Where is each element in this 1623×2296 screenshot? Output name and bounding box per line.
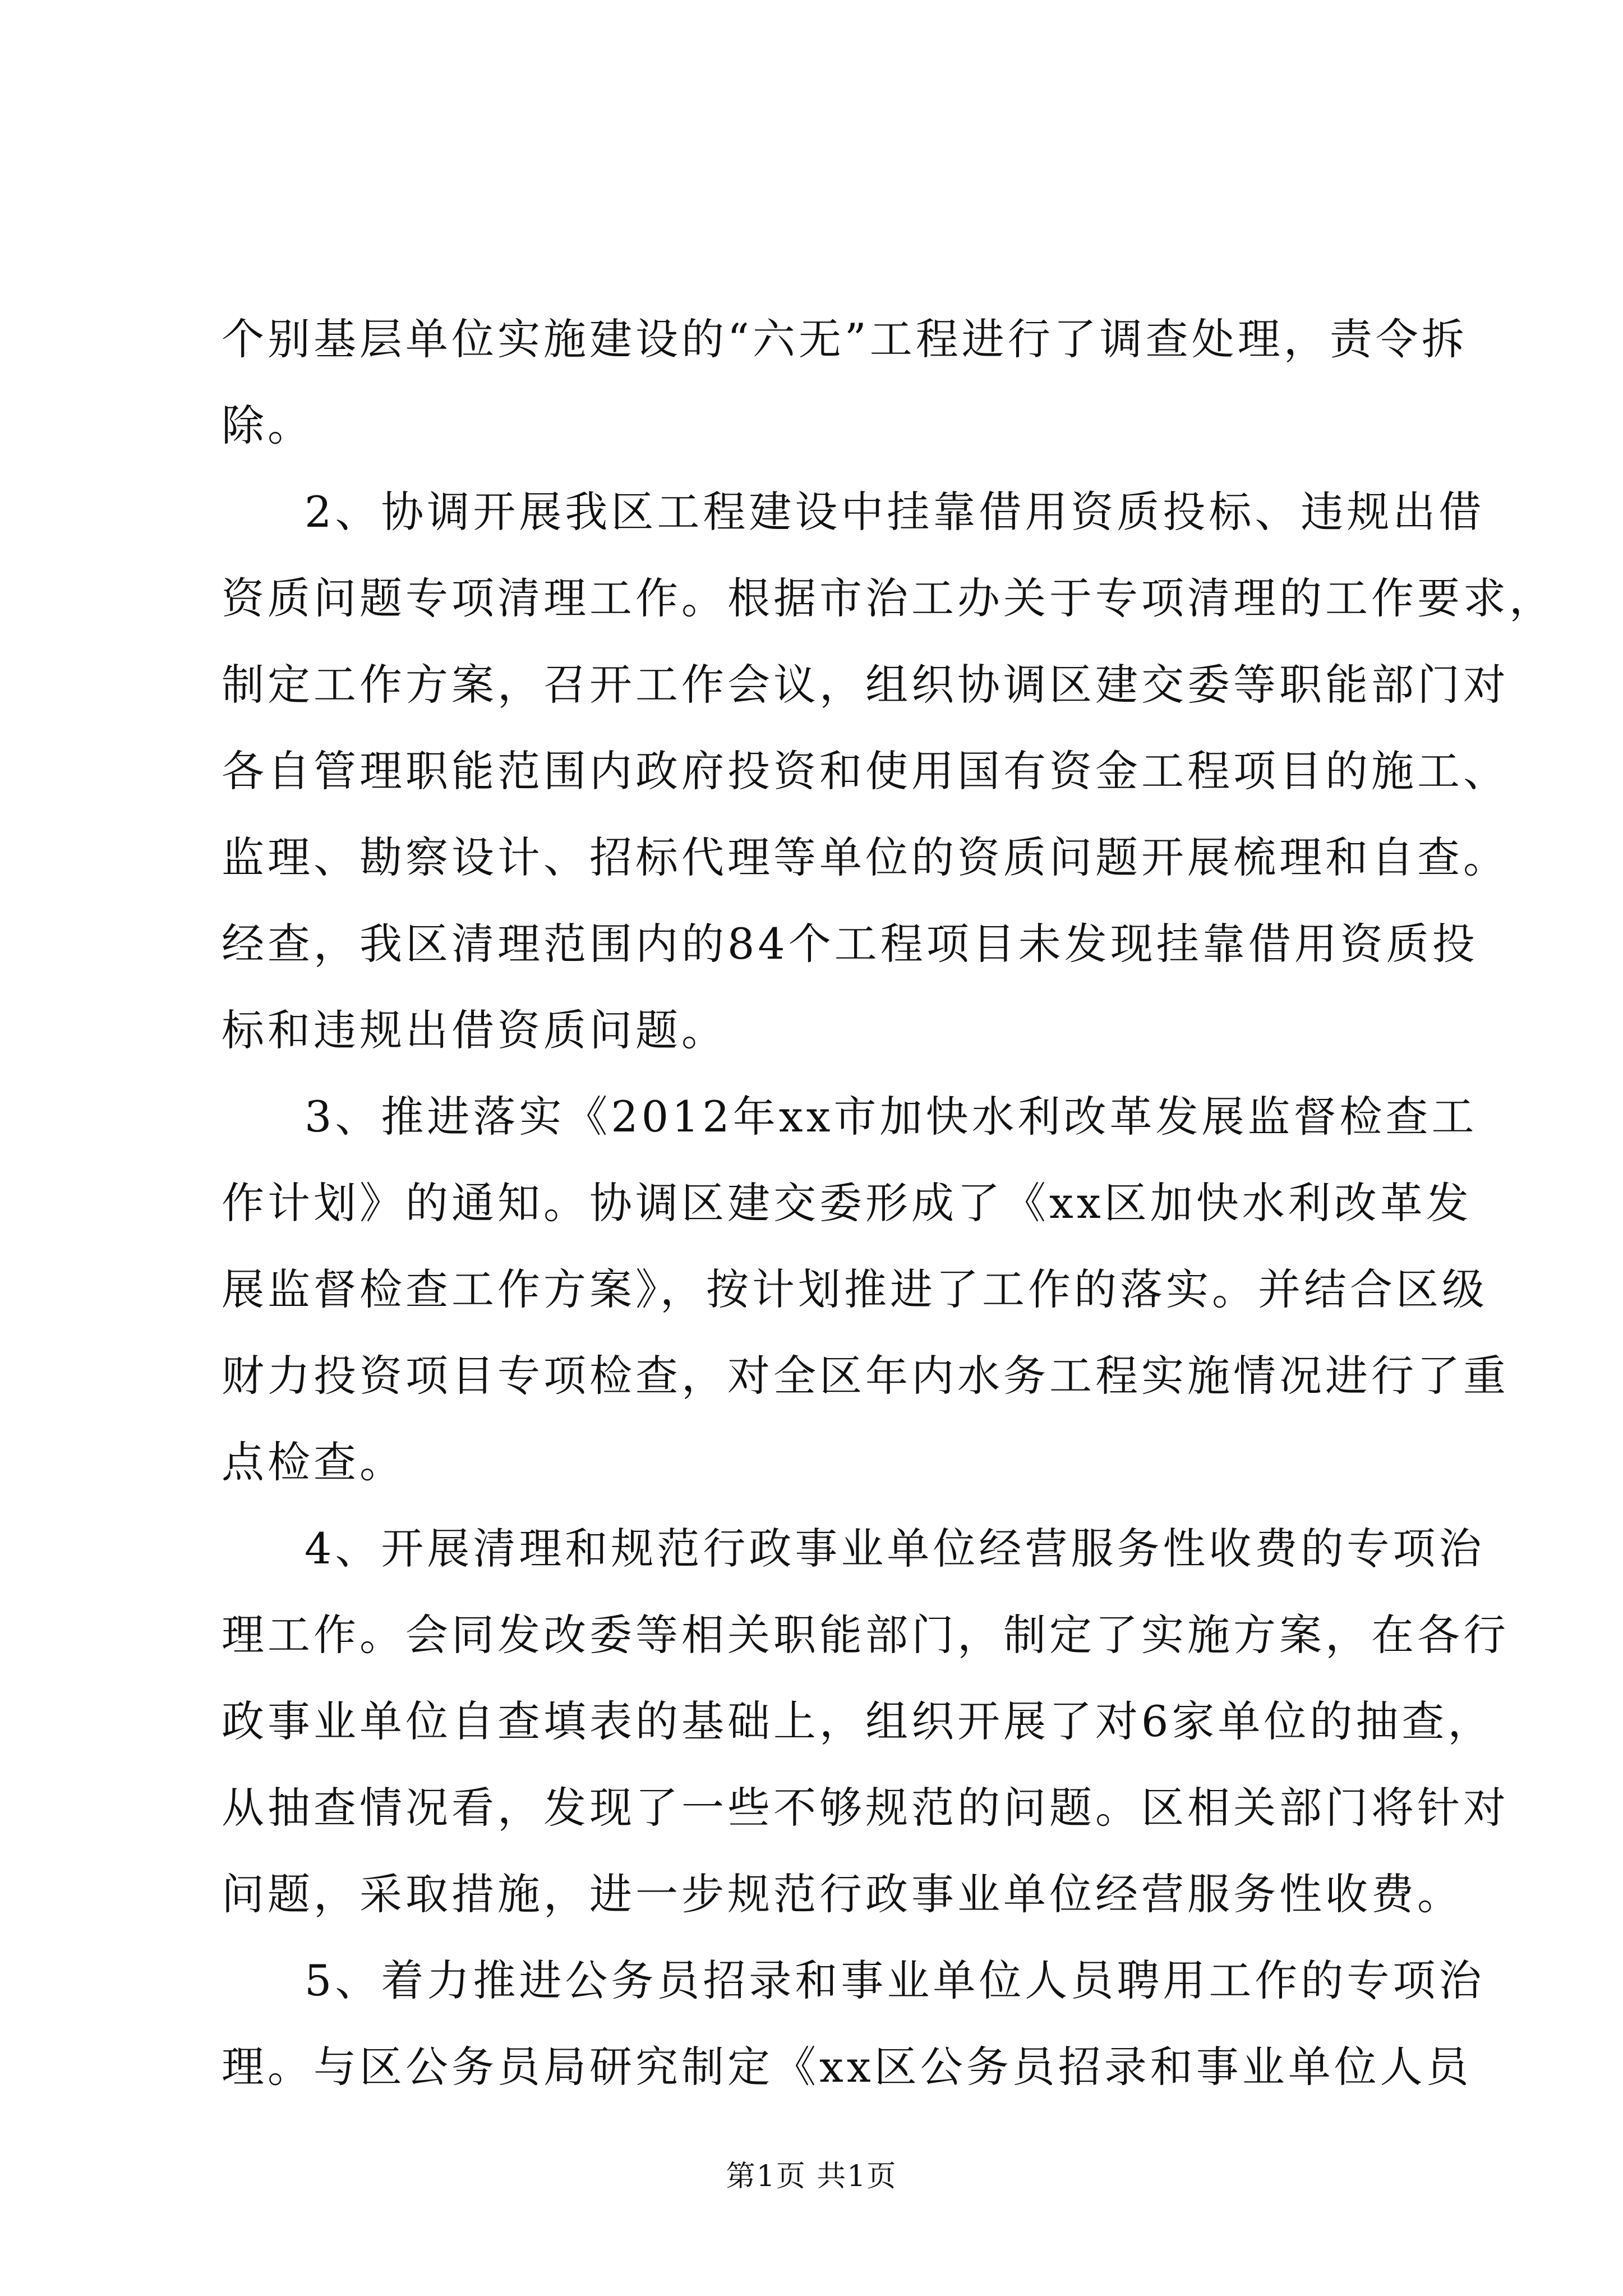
text-line: 理。与区公务员局研究制定《xx区公务员招录和事业单位人员 xyxy=(222,2042,1472,2092)
text-line: 资质问题专项清理工作。根据市治工办关于专项清理的工作要求， xyxy=(222,573,1555,623)
text-line: 除。 xyxy=(222,401,313,450)
text-line: 监理、勘察设计、招标代理等单位的资质问题开展梳理和自查。 xyxy=(222,832,1509,882)
text-line: 理工作。会同发改委等相关职能部门，制定了实施方案，在各行 xyxy=(222,1610,1509,1660)
text-line: 各自管理职能范围内政府投资和使用国有资金工程项目的施工、 xyxy=(222,746,1509,796)
text-line: 问题，采取措施，进一步规范行政事业单位经营服务性收费。 xyxy=(222,1869,1463,1919)
document-body xyxy=(222,296,1555,2110)
text-line: 4、开展清理和规范行政事业单位经营服务性收费的专项治 xyxy=(305,1524,1485,1573)
text-line: 作计划》的通知。协调区建交委形成了《xx区加快水利改革发 xyxy=(222,1178,1472,1228)
text-line: 3、推进落实《2012年xx市加快水利改革发展监督检查工 xyxy=(305,1092,1478,1142)
text-line: 政事业单位自查填表的基础上，组织开展了对6家单位的抽查， xyxy=(222,1696,1494,1746)
text-line: 标和违规出借资质问题。 xyxy=(222,1005,727,1055)
text-line: 2、协调开展我区工程建设中挂靠借用资质投标、违规出借 xyxy=(305,487,1485,537)
text-line: 展监督检查工作方案》，按计划推进了工作的落实。并结合区级 xyxy=(222,1264,1488,1314)
text-line: 经查，我区清理范围内的84个工程项目未发现挂靠借用资质投 xyxy=(222,919,1478,969)
text-line: 5、着力推进公务员招录和事业单位人员聘用工作的专项治 xyxy=(305,1955,1485,2005)
text-line: 财力投资项目专项检查，对全区年内水务工程实施情况进行了重 xyxy=(222,1351,1509,1401)
text-line: 制定工作方案，召开工作会议，组织协调区建交委等职能部门对 xyxy=(222,660,1509,710)
text-line: 点检查。 xyxy=(222,1437,405,1487)
page-footer: 第1页 共1页 xyxy=(726,2160,897,2193)
text-line: 个别基层单位实施建设的“六无”工程进行了调查处理，责令拆 xyxy=(222,314,1468,364)
text-line: 从抽查情况看，发现了一些不够规范的问题。区相关部门将针对 xyxy=(222,1783,1509,1833)
